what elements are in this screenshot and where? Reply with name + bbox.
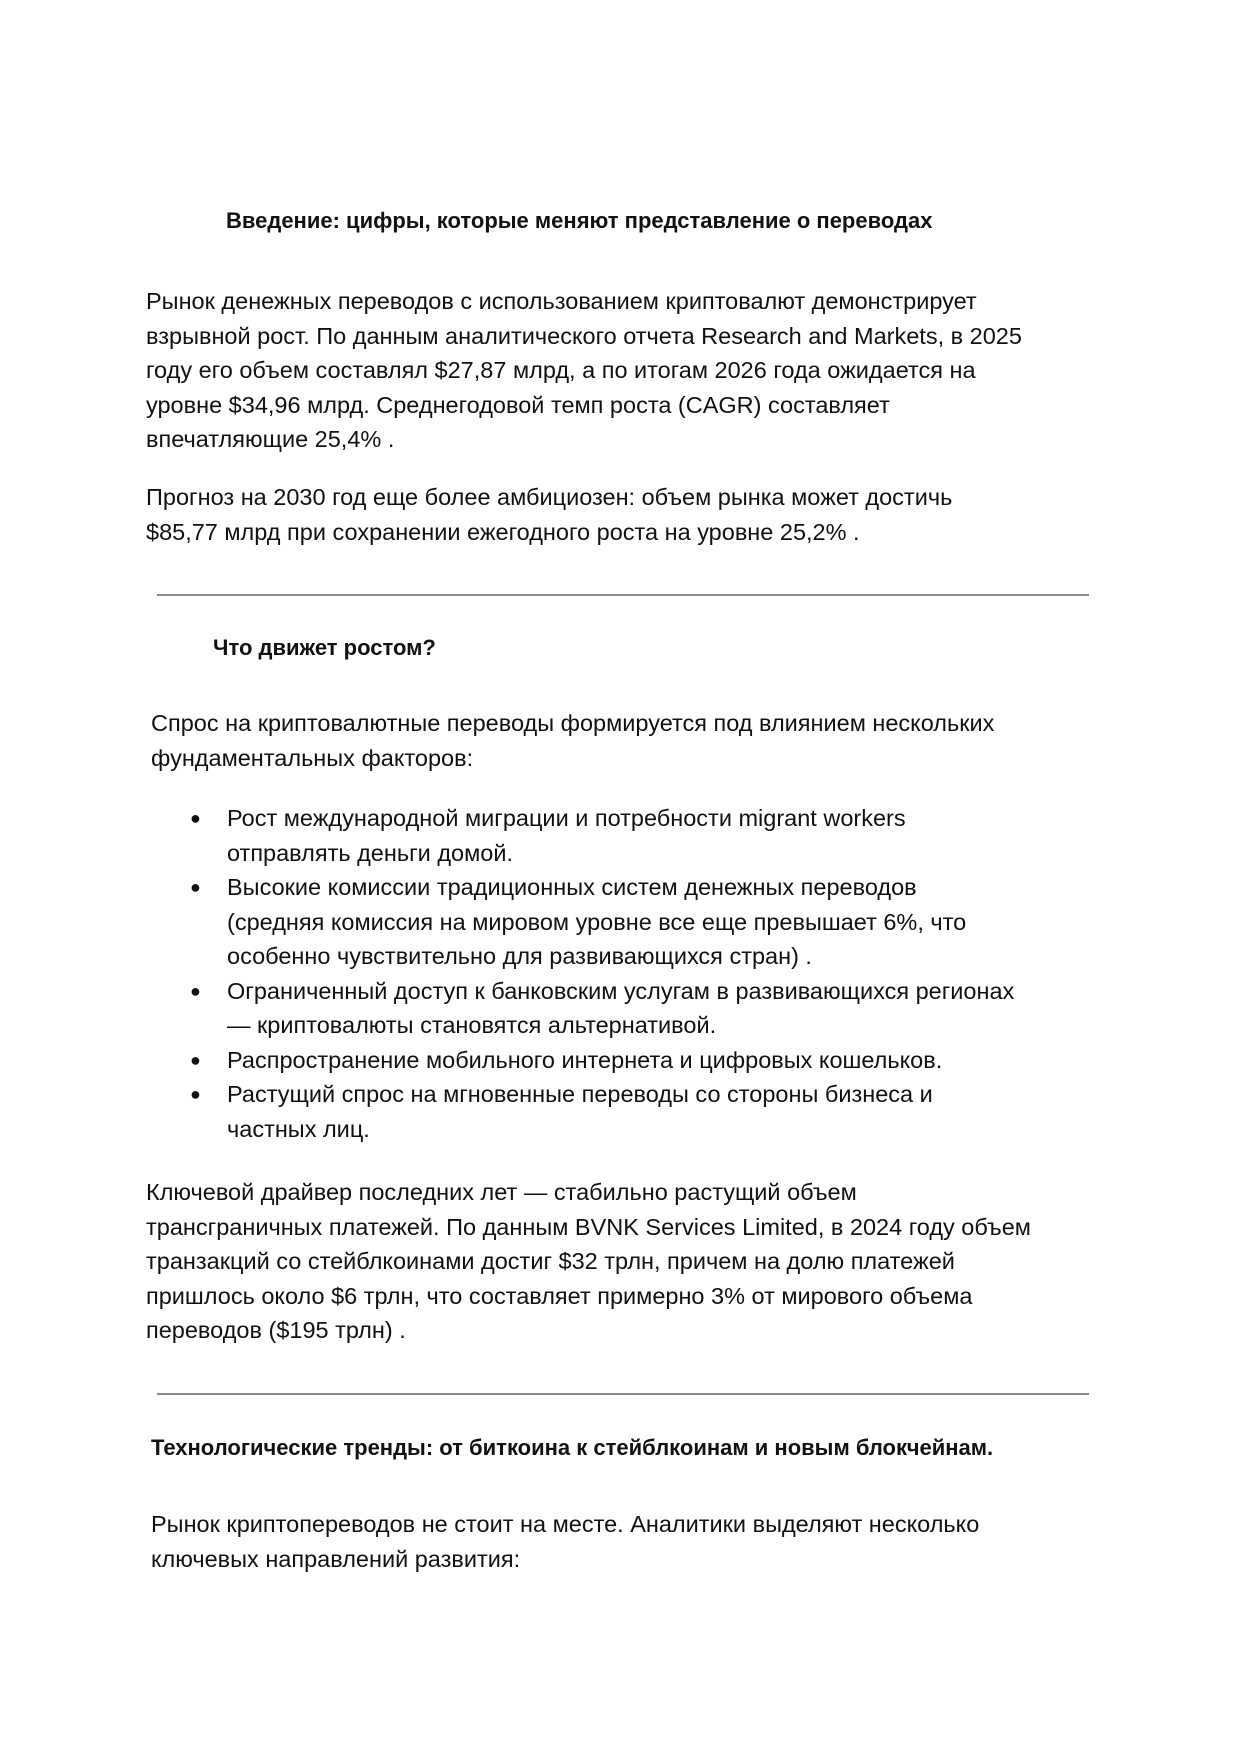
text-line: Высокие комиссии традиционных систем денежных переводов <box>227 874 917 900</box>
section-heading-trends: Технологические тренды: от биткоина к стейблкоинам и новым блокчейнам. <box>151 1435 994 1460</box>
text-line: транзакций со стейблкоинами достиг $32 трлн, причем на долю платежей <box>146 1248 955 1274</box>
bullet-icon: ● <box>190 1084 201 1104</box>
bullet-icon: ● <box>190 980 201 1001</box>
drivers-closing-paragraph <box>146 1175 1031 1348</box>
bullet-icon: ● <box>190 877 201 897</box>
text-line: Рынок денежных переводов с использованием криптовалют демонстрирует <box>146 288 977 314</box>
text-line: пришлось около $6 трлн, что составляет примерно 3% от мирового объема <box>146 1282 973 1309</box>
text-line: частных лиц. <box>227 1115 370 1142</box>
text-line: Прогноз на 2030 год еще более амбициозен: объем рынка может достичь <box>146 484 953 510</box>
list-item <box>151 974 1111 1043</box>
text-line: ключевых направлений развития: <box>151 1545 521 1572</box>
text-line: Ограниченный доступ к банковским услугам в развивающихся регионах <box>227 977 1015 1004</box>
text-line: Спрос на криптовалютные переводы формируется под влиянием нескольких <box>151 710 995 736</box>
text-line: Ключевой драйвер последних лет — стабильно растущий объем <box>146 1179 857 1205</box>
text-line: $85,77 млрд при сохранении ежегодного роста на уровне 25,2% . <box>146 518 860 545</box>
text-line: фундаментальных факторов: <box>151 744 474 771</box>
drivers-intro-paragraph <box>151 706 994 775</box>
section-heading-drivers: Что движет ростом? <box>213 635 436 660</box>
drivers-bullet-list <box>151 801 1111 1146</box>
list-item <box>151 801 1111 870</box>
text-line: переводов ($195 трлн) . <box>146 1317 406 1343</box>
list-item <box>151 1043 1111 1078</box>
horizontal-divider <box>157 1393 1089 1395</box>
section-heading-intro: Введение: цифры, которые меняют представление о переводах <box>226 208 933 233</box>
text-line: Рынок криптопереводов не стоит на месте. Аналитики выделяют несколько <box>151 1511 980 1537</box>
horizontal-divider <box>157 594 1089 596</box>
text-line: году его объем составлял $27,87 млрд, а по итогам 2026 года ожидается на <box>146 357 976 383</box>
text-line: уровне $34,96 млрд. Среднегодовой темп роста (CAGR) составляет <box>146 391 890 418</box>
text-line: Рост международной миграции и потребности migrant workers <box>227 805 906 831</box>
bullet-icon: ● <box>190 1049 201 1070</box>
text-line: — криптовалюты становятся альтернативой. <box>227 1012 717 1038</box>
text-line: Растущий спрос на мгновенные переводы со стороны бизнеса и <box>227 1081 933 1107</box>
list-item <box>151 1077 1111 1146</box>
text-line: взрывной рост. По данным аналитического отчета Research and Markets, в 2025 <box>146 322 1022 349</box>
text-line: впечатляющие 25,4% . <box>146 426 395 452</box>
intro-paragraph-1 <box>146 284 1022 457</box>
text-line: (средняя комиссия на мировом уровне все еще превышает 6%, что <box>227 908 967 935</box>
text-line: трансграничных платежей. По данным BVNK Services Limited, в 2024 году объем <box>146 1213 1031 1240</box>
text-line: Распространение мобильного интернета и цифровых кошельков. <box>227 1046 943 1073</box>
intro-paragraph-2 <box>146 480 952 549</box>
list-item <box>151 870 1111 974</box>
text-line: отправлять деньги домой. <box>227 839 513 866</box>
text-line: особенно чувствительно для развивающихся стран) . <box>227 943 812 969</box>
bullet-icon: ● <box>190 808 201 828</box>
trends-intro-paragraph <box>151 1507 979 1576</box>
